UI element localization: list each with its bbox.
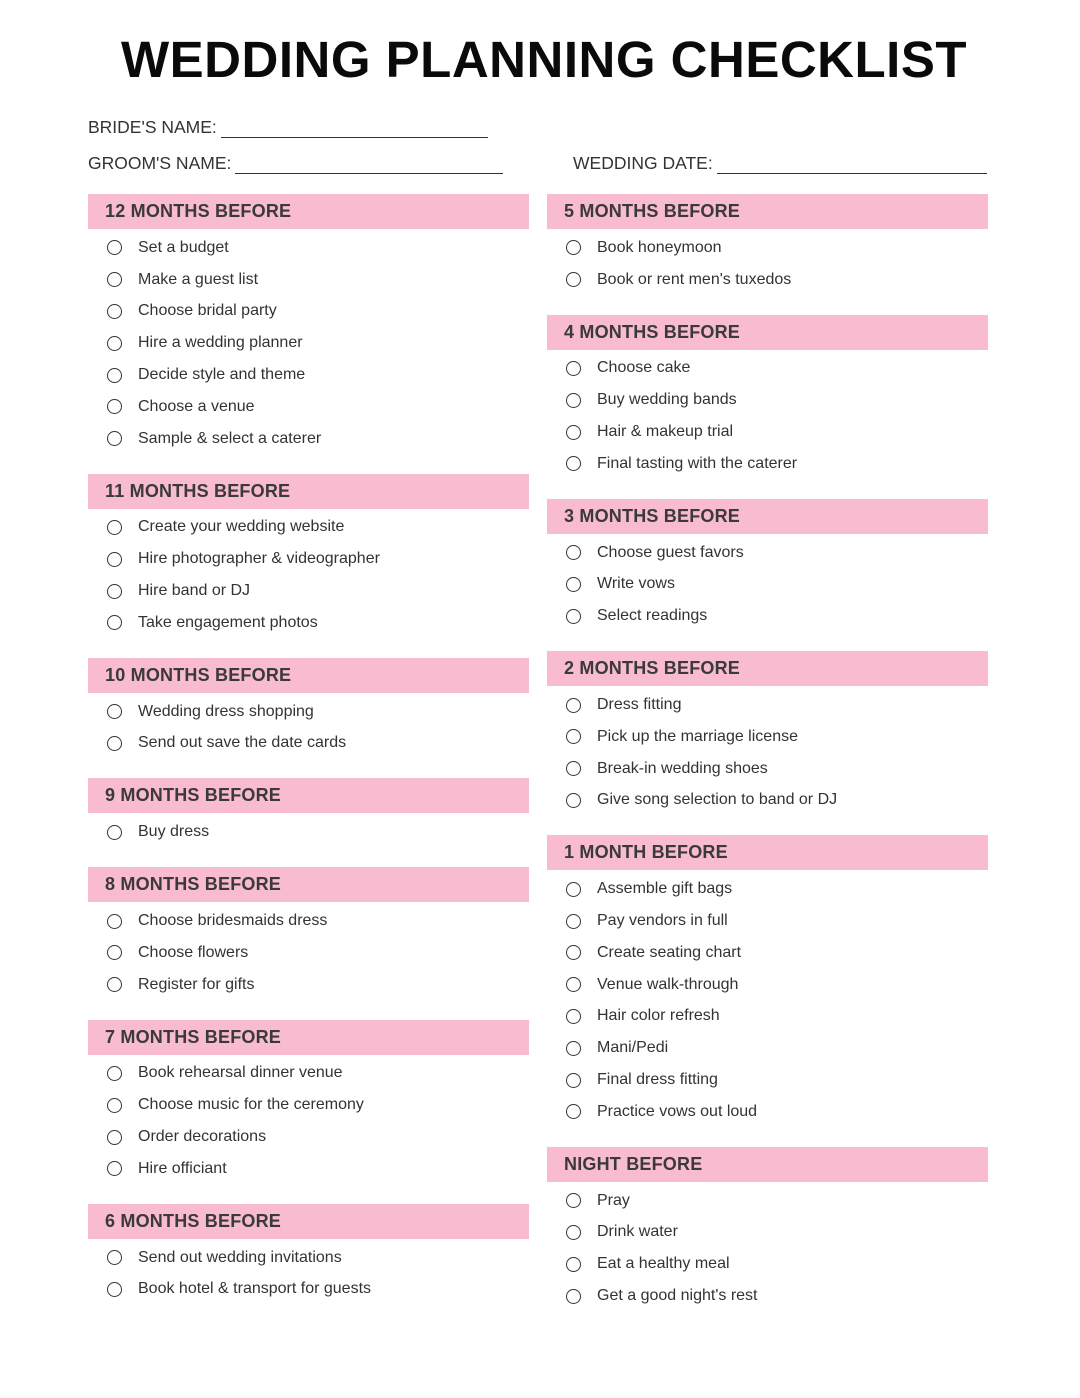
checklist-item[interactable] bbox=[88, 232, 529, 264]
checklist-item-label: Hair color refresh bbox=[597, 1007, 720, 1025]
empty-circle-icon[interactable] bbox=[566, 577, 581, 592]
checklist-item[interactable] bbox=[547, 1185, 988, 1217]
checklist-item[interactable] bbox=[547, 753, 988, 785]
checklist-item-label: Choose bridal party bbox=[138, 302, 277, 320]
checklist-item-label: Write vows bbox=[597, 575, 675, 593]
checklist-item[interactable] bbox=[88, 512, 529, 544]
empty-circle-icon[interactable] bbox=[566, 1257, 581, 1272]
checklist-item[interactable] bbox=[547, 1248, 988, 1280]
checklist-item-label: Order decorations bbox=[138, 1128, 267, 1146]
checklist-item-label: Practice vows out loud bbox=[597, 1102, 758, 1120]
empty-circle-icon[interactable] bbox=[566, 698, 581, 713]
checklist-item[interactable] bbox=[88, 1058, 529, 1090]
empty-circle-icon[interactable] bbox=[566, 240, 581, 255]
checklist bbox=[547, 870, 988, 1127]
section-header: 12 MONTHS BEFORE bbox=[88, 194, 529, 229]
empty-circle-icon[interactable] bbox=[107, 736, 122, 751]
empty-circle-icon[interactable] bbox=[566, 609, 581, 624]
checklist bbox=[88, 509, 529, 639]
empty-circle-icon[interactable] bbox=[107, 240, 122, 255]
checklist-item-label: Book rehearsal dinner venue bbox=[138, 1064, 343, 1082]
checklist-item-label: Set a budget bbox=[138, 238, 229, 256]
checklist-item-label: Choose a venue bbox=[138, 397, 255, 415]
section-3-months-before bbox=[547, 499, 988, 632]
checklist-item[interactable] bbox=[88, 264, 529, 296]
empty-circle-icon[interactable] bbox=[107, 552, 122, 567]
empty-circle-icon[interactable] bbox=[566, 1073, 581, 1088]
empty-circle-icon[interactable] bbox=[107, 336, 122, 351]
empty-circle-icon[interactable] bbox=[107, 945, 122, 960]
checklist-item-label: Break-in wedding shoes bbox=[597, 759, 768, 777]
section-6-months-before bbox=[88, 1204, 529, 1306]
section-header: 5 MONTHS BEFORE bbox=[547, 194, 988, 229]
empty-circle-icon[interactable] bbox=[566, 1225, 581, 1240]
checklist-item[interactable] bbox=[547, 600, 988, 632]
checklist-item-label: Choose music for the ceremony bbox=[138, 1096, 364, 1114]
checklist-item[interactable] bbox=[88, 728, 529, 760]
checklist-item[interactable] bbox=[88, 969, 529, 1001]
checklist-item-label: Final tasting with the caterer bbox=[597, 454, 798, 472]
checklist-item-label: Book or rent men's tuxedos bbox=[597, 270, 792, 288]
checklist-item[interactable] bbox=[547, 721, 988, 753]
checklist-item-label: Choose guest favors bbox=[597, 543, 744, 561]
checklist-item[interactable] bbox=[88, 1121, 529, 1153]
checklist bbox=[88, 1239, 529, 1306]
section-header: 6 MONTHS BEFORE bbox=[88, 1204, 529, 1239]
section-2-months-before bbox=[547, 651, 988, 816]
checklist-item[interactable] bbox=[88, 1089, 529, 1121]
checklist bbox=[547, 686, 988, 816]
empty-circle-icon[interactable] bbox=[107, 914, 122, 929]
checklist-item-label: Sample & select a caterer bbox=[138, 429, 322, 447]
checklist-item-label: Choose bridesmaids dress bbox=[138, 912, 328, 930]
checklist-item-label: Buy dress bbox=[138, 823, 210, 841]
checklist-item[interactable] bbox=[547, 689, 988, 721]
checklist-item-label: Wedding dress shopping bbox=[138, 702, 314, 720]
empty-circle-icon[interactable] bbox=[107, 368, 122, 383]
checklist-item-label: Mani/Pedi bbox=[597, 1039, 669, 1057]
empty-circle-icon[interactable] bbox=[107, 520, 122, 535]
empty-circle-icon[interactable] bbox=[566, 393, 581, 408]
page-title: WEDDING PLANNING CHECKLIST bbox=[121, 31, 967, 88]
checklist-item[interactable] bbox=[547, 905, 988, 937]
section-header: 3 MONTHS BEFORE bbox=[547, 499, 988, 534]
checklist-item[interactable] bbox=[547, 416, 988, 448]
checklist-item[interactable] bbox=[88, 937, 529, 969]
groom-name-field[interactable] bbox=[88, 150, 503, 174]
empty-circle-icon[interactable] bbox=[566, 1289, 581, 1304]
empty-circle-icon[interactable] bbox=[566, 425, 581, 440]
empty-circle-icon[interactable] bbox=[107, 1282, 122, 1297]
checklist-item-label: Send out wedding invitations bbox=[138, 1248, 342, 1266]
empty-circle-icon[interactable] bbox=[566, 1009, 581, 1024]
checklist-item[interactable] bbox=[88, 1153, 529, 1185]
section-8-months-before bbox=[88, 867, 529, 1000]
checklist-item-label: Pick up the marriage license bbox=[597, 727, 798, 745]
checklist-item[interactable] bbox=[547, 232, 988, 264]
checklist-item-label: Create your wedding website bbox=[138, 518, 345, 536]
checklist-item[interactable] bbox=[88, 696, 529, 728]
checklist-item[interactable] bbox=[88, 1242, 529, 1274]
empty-circle-icon[interactable] bbox=[107, 825, 122, 840]
empty-circle-icon[interactable] bbox=[107, 1250, 122, 1265]
checklist-item-label: Pay vendors in full bbox=[597, 912, 728, 930]
empty-circle-icon[interactable] bbox=[107, 1066, 122, 1081]
section-7-months-before bbox=[88, 1020, 529, 1185]
checklist-item[interactable] bbox=[547, 969, 988, 1001]
checklist-item-label: Drink water bbox=[597, 1223, 678, 1241]
checklist-item[interactable] bbox=[547, 569, 988, 601]
checklist-item[interactable] bbox=[547, 873, 988, 905]
empty-circle-icon[interactable] bbox=[566, 945, 581, 960]
checklist-item[interactable] bbox=[547, 937, 988, 969]
empty-circle-icon[interactable] bbox=[107, 1130, 122, 1145]
checklist-item[interactable] bbox=[88, 607, 529, 639]
empty-circle-icon[interactable] bbox=[107, 704, 122, 719]
section-10-months-before bbox=[88, 658, 529, 760]
section-11-months-before bbox=[88, 474, 529, 639]
checklist-item[interactable] bbox=[547, 785, 988, 817]
checklist-item-label: Register for gifts bbox=[138, 975, 255, 993]
checklist-item[interactable] bbox=[547, 264, 988, 296]
checklist bbox=[88, 813, 529, 848]
empty-circle-icon[interactable] bbox=[107, 615, 122, 630]
section-header: 8 MONTHS BEFORE bbox=[88, 867, 529, 902]
groom-name-line[interactable] bbox=[235, 156, 503, 174]
checklist bbox=[88, 1055, 529, 1185]
checklist bbox=[547, 534, 988, 632]
empty-circle-icon[interactable] bbox=[107, 272, 122, 287]
checklist-item-label: Hair & makeup trial bbox=[597, 423, 734, 441]
empty-circle-icon[interactable] bbox=[566, 729, 581, 744]
empty-circle-icon[interactable] bbox=[107, 304, 122, 319]
empty-circle-icon[interactable] bbox=[107, 584, 122, 599]
empty-circle-icon[interactable] bbox=[566, 1104, 581, 1119]
empty-circle-icon[interactable] bbox=[566, 361, 581, 376]
checklist-item-label: Eat a healthy meal bbox=[597, 1255, 730, 1273]
right-column bbox=[547, 194, 988, 1331]
checklist-item[interactable] bbox=[88, 423, 529, 455]
checklist bbox=[88, 693, 529, 760]
checklist-item-label: Venue walk-through bbox=[597, 975, 739, 993]
empty-circle-icon[interactable] bbox=[107, 1161, 122, 1176]
wedding-date-label: WEDDING DATE: bbox=[573, 153, 713, 173]
checklist-item-label: Send out save the date cards bbox=[138, 734, 347, 752]
checklist-item-label: Get a good night's rest bbox=[597, 1287, 758, 1305]
checklist-item-label: Hire officiant bbox=[138, 1159, 227, 1177]
checklist-item-label: Make a guest list bbox=[138, 270, 259, 288]
section-1-month-before bbox=[547, 835, 988, 1127]
section-header: 10 MONTHS BEFORE bbox=[88, 658, 529, 693]
checklist-item[interactable] bbox=[547, 1064, 988, 1096]
checklist-item[interactable] bbox=[547, 1096, 988, 1128]
wedding-date-field[interactable] bbox=[573, 150, 987, 174]
checklist-item[interactable] bbox=[547, 1032, 988, 1064]
empty-circle-icon[interactable] bbox=[107, 399, 122, 414]
section-12-months-before bbox=[88, 194, 529, 455]
checklist-item[interactable] bbox=[88, 296, 529, 328]
empty-circle-icon[interactable] bbox=[107, 977, 122, 992]
empty-circle-icon[interactable] bbox=[566, 456, 581, 471]
wedding-date-line[interactable] bbox=[717, 156, 987, 174]
checklist-item[interactable] bbox=[88, 391, 529, 423]
checklist-item-label: Hire band or DJ bbox=[138, 582, 251, 600]
checklist-item-label: Buy wedding bands bbox=[597, 391, 737, 409]
section-header: 4 MONTHS BEFORE bbox=[547, 315, 988, 350]
empty-circle-icon[interactable] bbox=[566, 1041, 581, 1056]
left-column bbox=[88, 194, 529, 1324]
checklist-item-label: Book honeymoon bbox=[597, 238, 722, 256]
groom-name-label: GROOM'S NAME: bbox=[88, 153, 232, 173]
section-header: 2 MONTHS BEFORE bbox=[547, 651, 988, 686]
section-header: NIGHT BEFORE bbox=[547, 1147, 988, 1182]
checklist-item-label: Assemble gift bags bbox=[597, 880, 733, 898]
checklist-item-label: Hire a wedding planner bbox=[138, 334, 303, 352]
checklist-item-label: Choose cake bbox=[597, 359, 691, 377]
checklist-item[interactable] bbox=[88, 327, 529, 359]
empty-circle-icon[interactable] bbox=[566, 1193, 581, 1208]
checklist-item[interactable] bbox=[88, 575, 529, 607]
section-5-months-before bbox=[547, 194, 988, 296]
section-9-months-before bbox=[88, 778, 529, 848]
checklist bbox=[88, 229, 529, 455]
empty-circle-icon[interactable] bbox=[566, 272, 581, 287]
checklist bbox=[88, 902, 529, 1000]
section-night-before bbox=[547, 1147, 988, 1312]
checklist-item-label: Book hotel & transport for guests bbox=[138, 1280, 372, 1298]
checklist-item-label: Pray bbox=[597, 1191, 630, 1209]
checklist bbox=[547, 229, 988, 296]
empty-circle-icon[interactable] bbox=[566, 914, 581, 929]
checklist-item[interactable] bbox=[88, 359, 529, 391]
checklist bbox=[547, 1182, 988, 1312]
checklist-item-label: Dress fitting bbox=[597, 696, 682, 714]
section-header: 9 MONTHS BEFORE bbox=[88, 778, 529, 813]
section-header: 1 MONTH BEFORE bbox=[547, 835, 988, 870]
checklist-item-label: Choose flowers bbox=[138, 943, 249, 961]
checklist bbox=[547, 350, 988, 480]
checklist-item-label: Create seating chart bbox=[597, 943, 742, 961]
checklist-item-label: Final dress fitting bbox=[597, 1071, 718, 1089]
checklist-item-label: Take engagement photos bbox=[138, 613, 318, 631]
checklist-item-label: Decide style and theme bbox=[138, 366, 306, 384]
empty-circle-icon[interactable] bbox=[566, 793, 581, 808]
empty-circle-icon[interactable] bbox=[566, 761, 581, 776]
section-4-months-before bbox=[547, 315, 988, 480]
section-header: 11 MONTHS BEFORE bbox=[88, 474, 529, 509]
checklist-item[interactable] bbox=[547, 1280, 988, 1312]
empty-circle-icon[interactable] bbox=[566, 545, 581, 560]
bride-name-label: BRIDE'S NAME: bbox=[88, 117, 217, 137]
checklist-item-label: Select readings bbox=[597, 607, 708, 625]
bride-name-field[interactable] bbox=[88, 114, 488, 138]
checklist-item[interactable] bbox=[547, 1217, 988, 1249]
bride-name-line[interactable] bbox=[221, 120, 488, 138]
checklist-item[interactable] bbox=[88, 816, 529, 848]
checklist-item[interactable] bbox=[547, 537, 988, 569]
checklist-item[interactable] bbox=[547, 353, 988, 385]
empty-circle-icon[interactable] bbox=[566, 882, 581, 897]
section-header: 7 MONTHS BEFORE bbox=[88, 1020, 529, 1055]
checklist-item[interactable] bbox=[547, 448, 988, 480]
empty-circle-icon[interactable] bbox=[566, 977, 581, 992]
checklist-item[interactable] bbox=[547, 384, 988, 416]
checklist-item[interactable] bbox=[88, 905, 529, 937]
empty-circle-icon[interactable] bbox=[107, 1098, 122, 1113]
checklist-item-label: Give song selection to band or DJ bbox=[597, 791, 838, 809]
checklist-item-label: Hire photographer & videographer bbox=[138, 550, 380, 568]
empty-circle-icon[interactable] bbox=[107, 431, 122, 446]
checklist-item[interactable] bbox=[88, 1274, 529, 1306]
checklist-item[interactable] bbox=[88, 543, 529, 575]
checklist-item[interactable] bbox=[547, 1001, 988, 1033]
